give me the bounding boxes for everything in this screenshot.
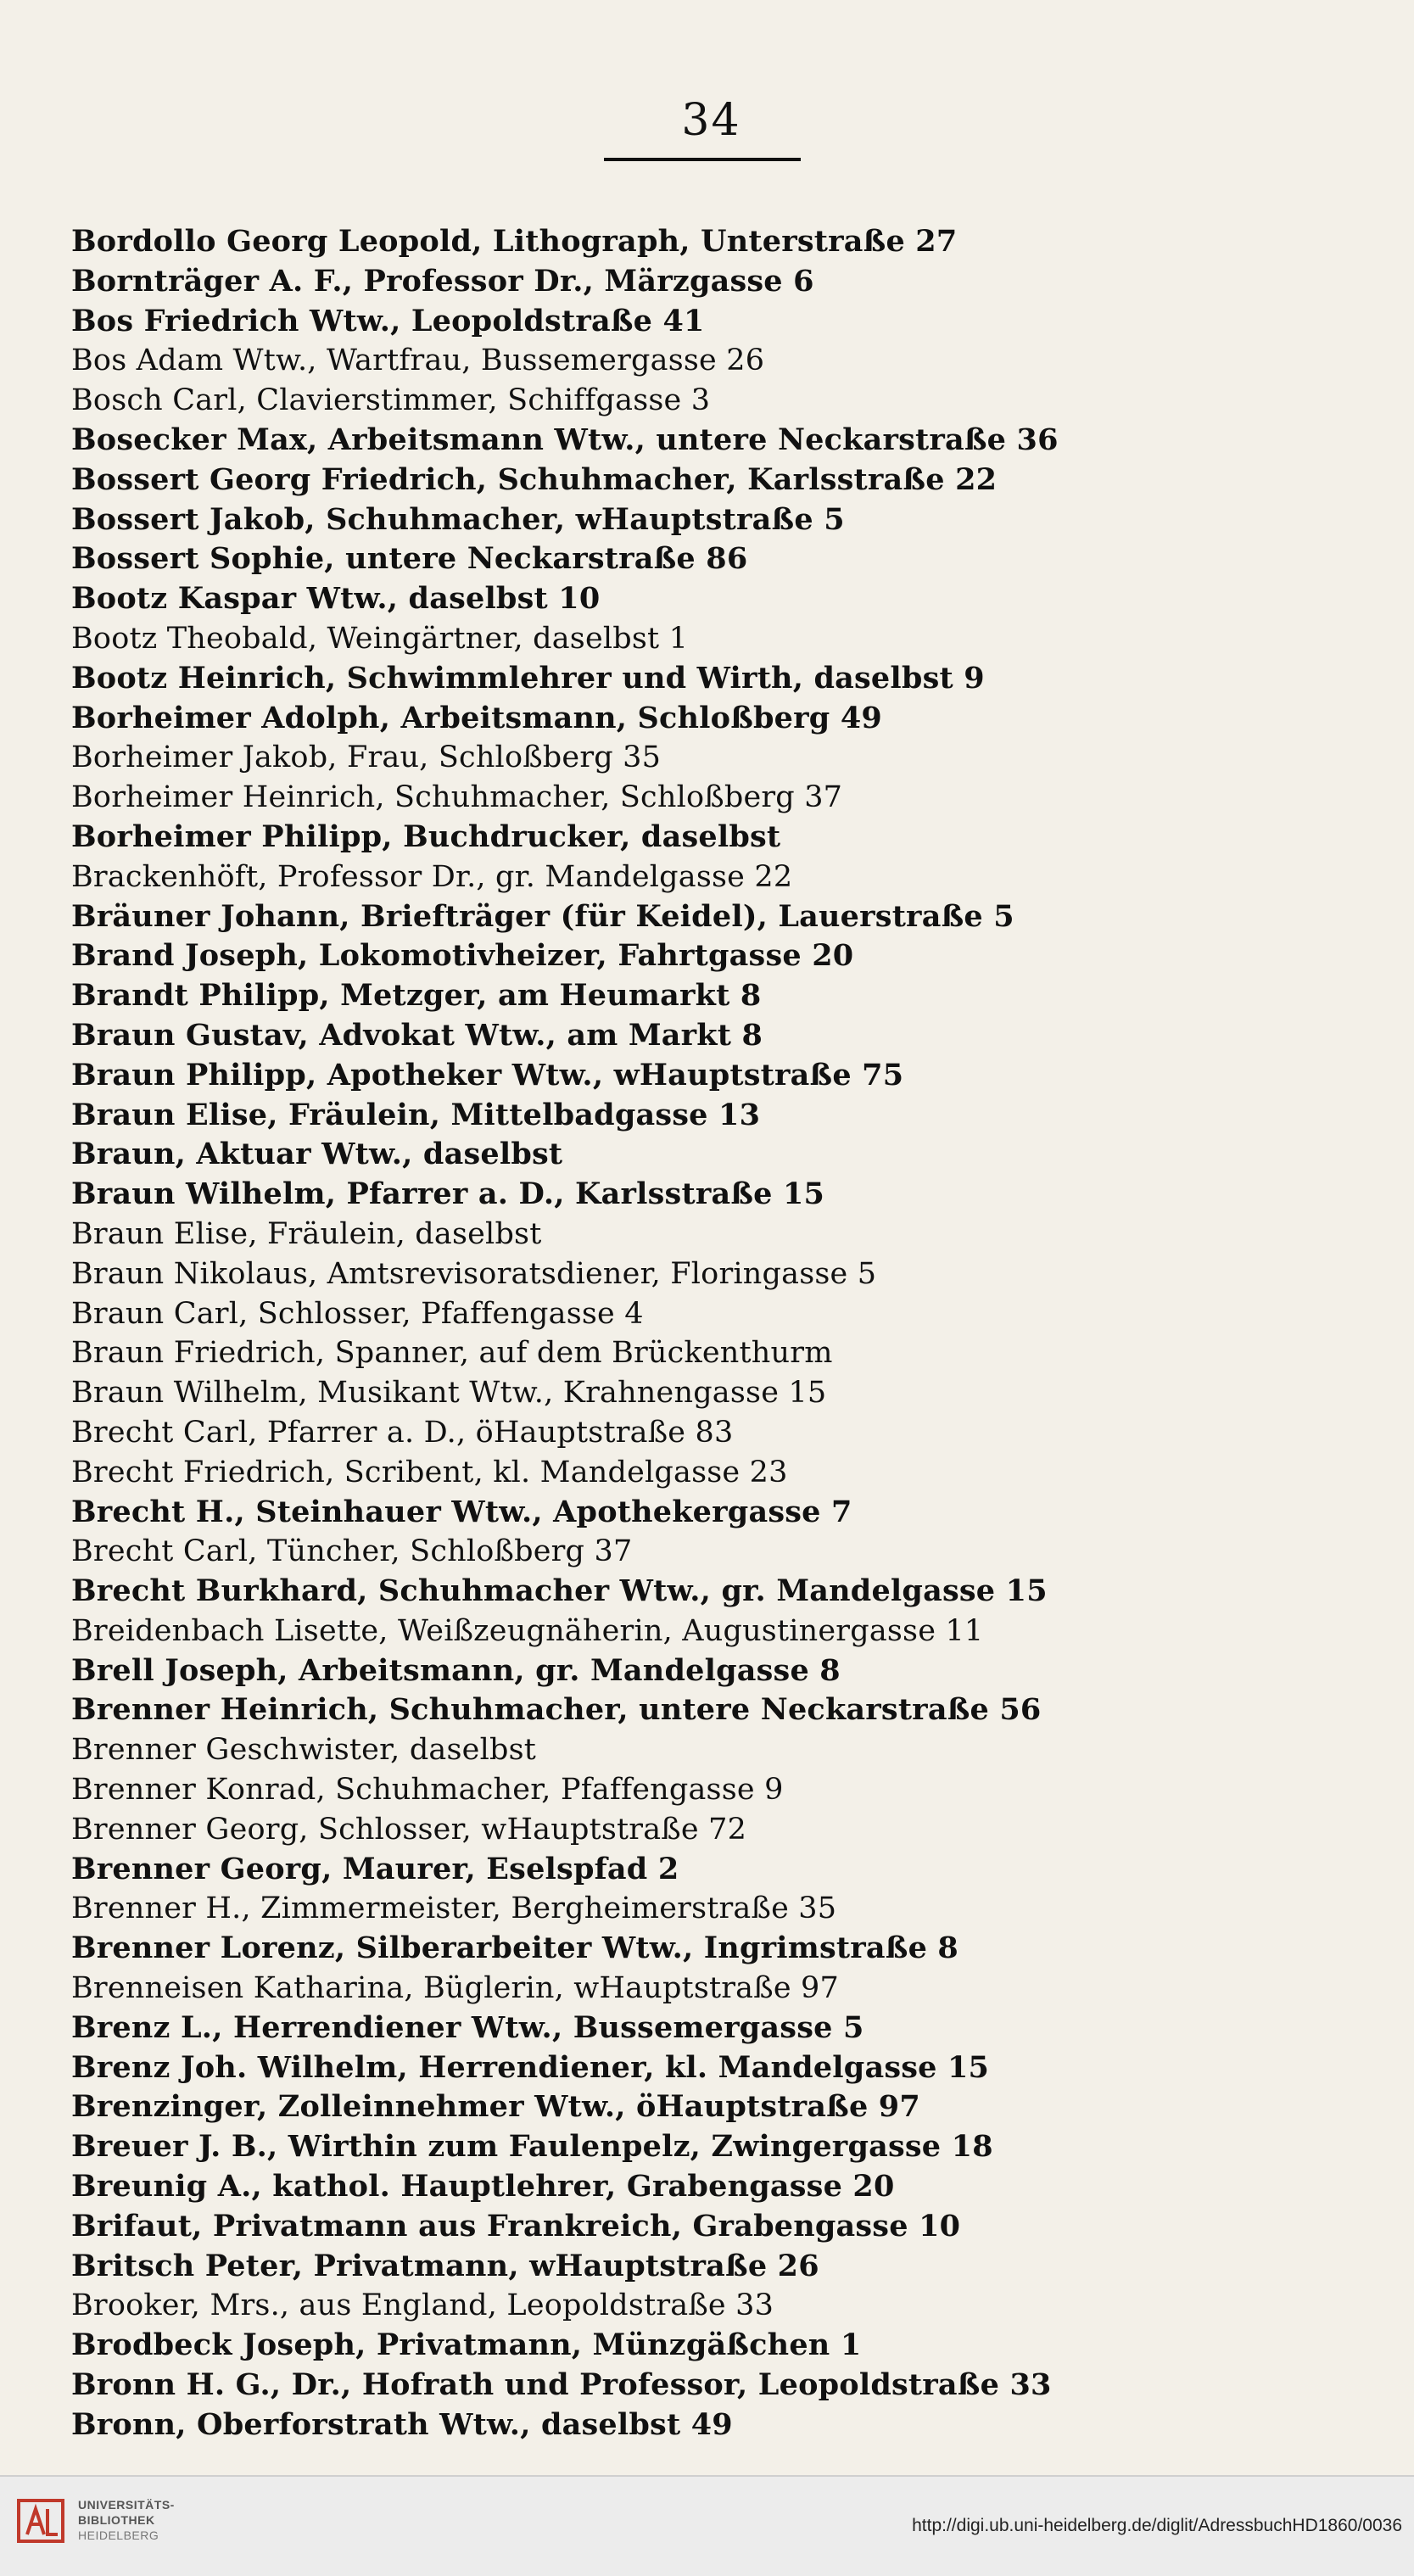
- directory-entry: Bootz Kaspar Wtw., daselbst 10: [71, 581, 601, 617]
- directory-entry: Brecht Burkhard, Schuhmacher Wtw., gr. Mandelgasse 15: [71, 1573, 1048, 1609]
- directory-entry: Brenneisen Katharina, Büglerin, wHauptstraße 97: [71, 1971, 839, 2006]
- library-logo-icon: [15, 2495, 66, 2546]
- entry-list: [71, 222, 1378, 2445]
- directory-entry: Brodbeck Joseph, Privatmann, Münzgäßchen 1: [71, 2327, 862, 2363]
- directory-entry: Braun, Aktuar Wtw., daselbst: [71, 1137, 563, 1172]
- directory-entry: Bossert Jakob, Schuhmacher, wHauptstraße 5: [71, 501, 845, 537]
- directory-entry: Bos Adam Wtw., Wartfrau, Bussemergasse 26: [71, 344, 765, 378]
- directory-entry: Brecht Carl, Pfarrer a. D., öHauptstraße 83: [71, 1415, 734, 1450]
- directory-entry: Brooker, Mrs., aus England, Leopoldstraße 33: [71, 2288, 774, 2323]
- directory-entry: Braun Gustav, Advokat Wtw., am Markt 8: [71, 1017, 763, 1053]
- directory-entry: Brenner Lorenz, Silberarbeiter Wtw., Ingrimstraße 8: [71, 1931, 959, 1966]
- library-name-line2: BIBLIOTHEK: [78, 2513, 155, 2527]
- directory-entry: Braun Philipp, Apotheker Wtw., wHauptstraße 75: [71, 1057, 904, 1092]
- directory-entry: Brackenhöft, Professor Dr., gr. Mandelgasse 22: [71, 859, 793, 894]
- directory-entry: Brenner H., Zimmermeister, Bergheimerstraße 35: [71, 1891, 837, 1926]
- directory-entry: Bosch Carl, Clavierstimmer, Schiffgasse 3: [71, 383, 711, 418]
- directory-entry: Bos Friedrich Wtw., Leopoldstraße 41: [71, 303, 705, 338]
- directory-entry: Brifaut, Privatmann aus Frankreich, Grabengasse 10: [71, 2208, 961, 2244]
- library-name-line1: UNIVERSITÄTS-: [78, 2498, 175, 2512]
- library-name-line3: HEIDELBERG: [78, 2529, 159, 2542]
- directory-entry: Braun Elise, Fräulein, Mittelbadgasse 13: [71, 1097, 761, 1132]
- directory-entry: Brenz Joh. Wilhelm, Herrendiener, kl. Mandelgasse 15: [71, 2049, 990, 2085]
- directory-entry: Bootz Heinrich, Schwimmlehrer und Wirth, daselbst 9: [71, 660, 985, 696]
- directory-entry: Brecht Carl, Tüncher, Schloßberg 37: [71, 1534, 633, 1569]
- directory-entry: Bordollo Georg Leopold, Lithograph, Unterstraße 27: [71, 224, 958, 259]
- directory-entry: Borheimer Philipp, Buchdrucker, daselbst: [71, 819, 781, 854]
- directory-entry: Borheimer Heinrich, Schuhmacher, Schloßberg 37: [71, 780, 843, 815]
- directory-entry: Braun Elise, Fräulein, daselbst: [71, 1216, 542, 1251]
- directory-entry: Bossert Sophie, untere Neckarstraße 86: [71, 541, 748, 577]
- directory-entry: Bootz Theobald, Weingärtner, daselbst 1: [71, 621, 689, 656]
- directory-entry: Brandt Philipp, Metzger, am Heumarkt 8: [71, 978, 762, 1014]
- directory-entry: Braun Friedrich, Spanner, auf dem Brückenthurm: [71, 1336, 833, 1371]
- directory-entry: Braun Nikolaus, Amtsrevisoratsdiener, Floringasse 5: [71, 1256, 877, 1291]
- library-name: [78, 2497, 175, 2543]
- permalink-url[interactable]: http://digi.ub.uni-heidelberg.de/diglit/AdressbuchHD1860/0036: [912, 2516, 1402, 2535]
- directory-entry: Bronn H. G., Dr., Hofrath und Professor, Leopoldstraße 33: [71, 2367, 1052, 2403]
- footer-bar: [0, 2475, 1414, 2576]
- directory-entry: Brecht H., Steinhauer Wtw., Apothekergasse 7: [71, 1494, 852, 1529]
- directory-entry: Brenner Georg, Maurer, Eselspfad 2: [71, 1851, 679, 1886]
- directory-entry: Borheimer Adolph, Arbeitsmann, Schloßberg 49: [71, 700, 882, 735]
- directory-entry: Breunig A., kathol. Hauptlehrer, Grabengasse 20: [71, 2169, 895, 2204]
- directory-entry: Borheimer Jakob, Frau, Schloßberg 35: [71, 740, 662, 775]
- directory-entry: Britsch Peter, Privatmann, wHauptstraße 26: [71, 2248, 819, 2283]
- directory-entry: Brenner Geschwister, daselbst: [71, 1733, 536, 1768]
- directory-entry: Brand Joseph, Lokomotivheizer, Fahrtgasse 20: [71, 938, 854, 974]
- directory-entry: Breuer J. B., Wirthin zum Faulenpelz, Zwingergasse 18: [71, 2129, 993, 2165]
- directory-entry: Braun Wilhelm, Pfarrer a. D., Karlsstraße 15: [71, 1176, 825, 1212]
- directory-entry: Brenner Konrad, Schuhmacher, Pfaffengasse 9: [71, 1773, 784, 1808]
- directory-entry: Brenzinger, Zolleinnehmer Wtw., öHauptstraße 97: [71, 2089, 920, 2125]
- directory-entry: Brell Joseph, Arbeitsmann, gr. Mandelgasse 8: [71, 1652, 841, 1688]
- directory-entry: Brecht Friedrich, Scribent, kl. Mandelgasse 23: [71, 1455, 788, 1489]
- header-rule: [604, 158, 801, 161]
- directory-entry: Bornträger A. F., Professor Dr., Märzgasse 6: [71, 263, 814, 299]
- directory-entry: Brenz L., Herrendiener Wtw., Bussemergasse 5: [71, 2009, 864, 2045]
- directory-entry: Brenner Georg, Schlosser, wHauptstraße 72: [71, 1812, 747, 1847]
- directory-entry: Brenner Heinrich, Schuhmacher, untere Neckarstraße 56: [71, 1692, 1042, 1728]
- directory-entry: Braun Carl, Schlosser, Pfaffengasse 4: [71, 1296, 644, 1331]
- directory-entry: Bräuner Johann, Briefträger (für Keidel), Lauerstraße 5: [71, 898, 1014, 934]
- directory-entry: Bronn, Oberforstrath Wtw., daselbst 49: [71, 2406, 733, 2442]
- page-number: 34: [681, 95, 741, 146]
- directory-entry: Braun Wilhelm, Musikant Wtw., Krahnengasse 15: [71, 1376, 827, 1411]
- directory-entry: Bosecker Max, Arbeitsmann Wtw., untere Neckarstraße 36: [71, 422, 1059, 457]
- directory-entry: Bossert Georg Friedrich, Schuhmacher, Karlsstraße 22: [71, 461, 998, 497]
- directory-entry: Breidenbach Lisette, Weißzeugnäherin, Augustinergasse 11: [71, 1613, 984, 1648]
